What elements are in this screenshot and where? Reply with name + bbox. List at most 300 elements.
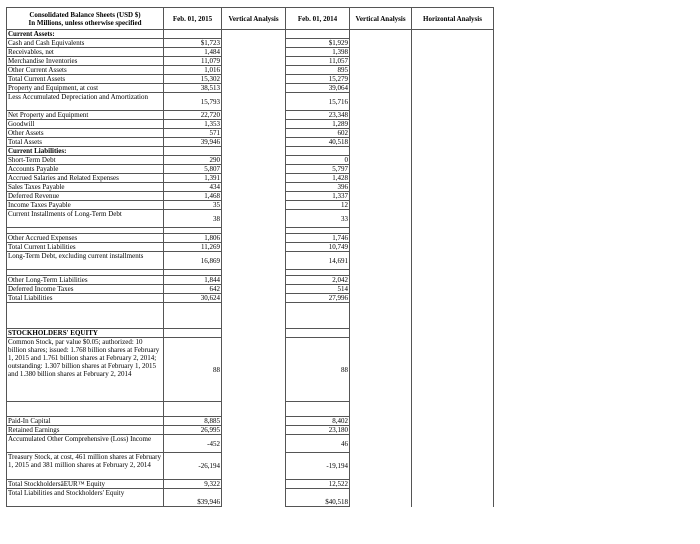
vertical-analysis-2014-cell: [350, 84, 412, 93]
vertical-analysis-2014-cell: [350, 111, 412, 120]
row-label: [7, 129, 164, 138]
value-2014: [286, 285, 350, 294]
vertical-analysis-2014-cell: [350, 402, 412, 417]
value-2014: [286, 129, 350, 138]
value-2015: [164, 276, 222, 285]
value-2014-text: 23,348: [328, 111, 348, 119]
value-2014: [286, 165, 350, 174]
row-label-text: Total Liabilities and Stockholders' Equity: [8, 489, 125, 497]
value-2014: [286, 210, 350, 228]
row-label-text: Current Liabilities:: [8, 147, 67, 155]
table-row: [7, 426, 494, 435]
row-label-text: Treasury Stock, at cost, 461 million shares at February 1, 2015 and 381 million shares at February 2, 2014: [8, 453, 161, 469]
vertical-analysis-2014-cell: [350, 75, 412, 84]
vertical-analysis-2014-cell: [350, 66, 412, 75]
horizontal-analysis-cell: [412, 294, 494, 303]
value-2014: [286, 57, 350, 66]
horizontal-analysis-cell: [412, 174, 494, 183]
horizontal-analysis-cell: [412, 129, 494, 138]
table-row: [7, 192, 494, 201]
table-row: [7, 402, 494, 417]
vertical-analysis-2015-cell: [222, 252, 286, 270]
value-2014-text: 514: [337, 285, 348, 293]
value-2014: [286, 417, 350, 426]
value-2015: [164, 174, 222, 183]
value-2015-text: 642: [209, 285, 220, 293]
table-row: [7, 276, 494, 285]
row-label-text: Accounts Payable: [8, 165, 59, 173]
vertical-analysis-2014-cell: [350, 129, 412, 138]
vertical-analysis-2014-cell: [350, 120, 412, 129]
table-row: [7, 480, 494, 489]
value-2015: [164, 417, 222, 426]
value-2014: [286, 75, 350, 84]
horizontal-analysis-cell: [412, 417, 494, 426]
table-row: [7, 183, 494, 192]
value-2014-text: 895: [337, 66, 348, 74]
value-2014: [286, 39, 350, 48]
horizontal-analysis-cell: [412, 243, 494, 252]
horizontal-analysis-cell: [412, 329, 494, 338]
horizontal-analysis-cell: [412, 426, 494, 435]
vertical-analysis-2014-cell: [350, 276, 412, 285]
value-2014-text: 1,289: [332, 120, 348, 128]
row-label: [7, 138, 164, 147]
row-label: [7, 57, 164, 66]
vertical-analysis-2014-cell: [350, 174, 412, 183]
value-2015: [164, 243, 222, 252]
value-2015: [164, 129, 222, 138]
value-2014: [286, 276, 350, 285]
row-label-text: Receivables, net: [8, 48, 54, 56]
row-label: [7, 201, 164, 210]
vertical-analysis-2015-cell: [222, 192, 286, 201]
value-2014-text: 10,749: [328, 243, 348, 251]
table-row: [7, 210, 494, 228]
horizontal-analysis-cell: [412, 276, 494, 285]
table-row: [7, 66, 494, 75]
horizontal-analysis-cell: [412, 75, 494, 84]
row-label: [7, 453, 164, 480]
vertical-analysis-2015-cell: [222, 75, 286, 84]
row-label-text: Other Accrued Expenses: [8, 234, 78, 242]
vertical-analysis-2015-cell: [222, 329, 286, 338]
value-2014-text: 1,746: [332, 234, 348, 242]
row-label-text: Common Stock, par value $0.05; authorized: 10 billion shares; issued: 1.768 billion shares at February 1, 2015 and 1.761 billion shares at February 2, 2014; outstanding: 1.307 billion shares at February 1, 2015 and 1.380 billion shares at February 2, 2014: [8, 338, 160, 378]
value-2015: [164, 66, 222, 75]
vertical-analysis-2015-cell: [222, 489, 286, 507]
value-2014: [286, 138, 350, 147]
value-2014: [286, 243, 350, 252]
row-label-text: Goodwill: [8, 120, 35, 128]
value-2014: [286, 201, 350, 210]
header-row: [7, 8, 494, 30]
row-label-text: Current Assets:: [8, 30, 55, 38]
value-2015: [164, 252, 222, 270]
row-label: [7, 417, 164, 426]
horizontal-analysis-cell: [412, 30, 494, 39]
row-label: [7, 294, 164, 303]
vertical-analysis-2014-cell: [350, 192, 412, 201]
vertical-analysis-2015-cell: [222, 210, 286, 228]
vertical-analysis-2014-cell: [350, 329, 412, 338]
row-label-text: Property and Equipment, at cost: [8, 84, 99, 92]
row-label-text: Current Installments of Long-Term Debt: [8, 210, 122, 218]
vertical-analysis-2014-cell: [350, 30, 412, 39]
value-2014-text: 27,996: [328, 294, 348, 302]
row-label: [7, 93, 164, 111]
value-2015: [164, 201, 222, 210]
value-2014-text: 8,402: [332, 417, 348, 425]
header-feb-2015: Feb. 01, 2015: [164, 8, 222, 30]
row-label: [7, 402, 164, 417]
table-row: [7, 120, 494, 129]
value-2014: [286, 120, 350, 129]
row-label-text: Sales Taxes Payable: [8, 183, 65, 191]
horizontal-analysis-cell: [412, 435, 494, 453]
value-2015-text: 11,269: [201, 243, 220, 251]
table-row: [7, 329, 494, 338]
row-label-text: Accumulated Other Comprehensive (Loss) Income: [8, 435, 152, 443]
value-2015-text: 26,995: [200, 426, 220, 434]
row-label-text: Paid-In Capital: [8, 417, 51, 425]
row-label-text: Other Long-Term Liabilities: [8, 276, 88, 284]
row-label: [7, 285, 164, 294]
value-2015: [164, 489, 222, 507]
value-2014: [286, 174, 350, 183]
horizontal-analysis-cell: [412, 402, 494, 417]
value-2014-text: 5,797: [332, 165, 348, 173]
value-2015: [164, 111, 222, 120]
table-row: [7, 294, 494, 303]
value-2014-text: 14,691: [328, 256, 348, 265]
vertical-analysis-2014-cell: [350, 338, 412, 402]
row-label-text: Retained Earnings: [8, 426, 60, 434]
value-2014: [286, 489, 350, 507]
horizontal-analysis-cell: [412, 303, 494, 329]
value-2015-text: 1,016: [204, 66, 220, 74]
value-2014: [286, 147, 350, 156]
value-2014-text: 46: [341, 439, 348, 448]
value-2015-text: 15,793: [200, 97, 220, 106]
value-2015: [164, 165, 222, 174]
vertical-analysis-2015-cell: [222, 480, 286, 489]
row-label: [7, 192, 164, 201]
value-2014: [286, 234, 350, 243]
row-label-text: Total StockholdersâEUR™ Equity: [8, 480, 105, 488]
table-row: [7, 285, 494, 294]
row-label: [7, 111, 164, 120]
value-2015-text: 11,079: [201, 57, 220, 65]
value-2014: [286, 30, 350, 39]
table-row: [7, 435, 494, 453]
value-2014: [286, 329, 350, 338]
value-2014-text: 12,522: [328, 480, 348, 488]
table-row: [7, 243, 494, 252]
vertical-analysis-2014-cell: [350, 489, 412, 507]
row-label: [7, 243, 164, 252]
value-2015: [164, 294, 222, 303]
header-vertical-analysis-2015: Vertical Analysis: [222, 8, 286, 30]
value-2015: [164, 329, 222, 338]
row-label: [7, 156, 164, 165]
value-2014-text: 12: [341, 201, 348, 209]
value-2015: [164, 84, 222, 93]
row-label: [7, 120, 164, 129]
horizontal-analysis-cell: [412, 252, 494, 270]
table-row: [7, 57, 494, 66]
value-2015: [164, 57, 222, 66]
vertical-analysis-2014-cell: [350, 156, 412, 165]
vertical-analysis-2014-cell: [350, 417, 412, 426]
value-2015: [164, 138, 222, 147]
value-2014: [286, 93, 350, 111]
value-2015-text: 15,302: [200, 75, 220, 83]
value-2015-text: 9,322: [204, 480, 220, 488]
vertical-analysis-2014-cell: [350, 57, 412, 66]
value-2014-text: 88: [341, 365, 348, 374]
value-2015-text: 8,885: [204, 417, 220, 425]
vertical-analysis-2015-cell: [222, 243, 286, 252]
value-2014-text: 1,428: [332, 174, 348, 182]
value-2015-text: 38: [213, 214, 220, 223]
table-row: [7, 30, 494, 39]
table-row: [7, 489, 494, 507]
row-label-text: Accrued Salaries and Related Expenses: [8, 174, 119, 182]
horizontal-analysis-cell: [412, 93, 494, 111]
vertical-analysis-2014-cell: [350, 303, 412, 329]
value-2015: [164, 234, 222, 243]
value-2015-text: -452: [207, 439, 220, 448]
vertical-analysis-2014-cell: [350, 480, 412, 489]
vertical-analysis-2014-cell: [350, 48, 412, 57]
value-2015: [164, 210, 222, 228]
table-row: [7, 165, 494, 174]
row-label: [7, 480, 164, 489]
value-2014-text: $1,929: [328, 39, 348, 47]
vertical-analysis-2015-cell: [222, 402, 286, 417]
table-row: [7, 156, 494, 165]
vertical-analysis-2014-cell: [350, 426, 412, 435]
horizontal-analysis-cell: [412, 285, 494, 294]
horizontal-analysis-cell: [412, 183, 494, 192]
value-2015-text: 30,624: [200, 294, 220, 302]
row-label: [7, 426, 164, 435]
value-2014-text: 15,279: [328, 75, 348, 83]
row-label-text: Short-Term Debt: [8, 156, 56, 164]
table-row: [7, 138, 494, 147]
row-label: [7, 252, 164, 270]
row-label-text: Merchandise Inventories: [8, 57, 78, 65]
vertical-analysis-2015-cell: [222, 39, 286, 48]
horizontal-analysis-cell: [412, 39, 494, 48]
vertical-analysis-2015-cell: [222, 84, 286, 93]
row-label: [7, 147, 164, 156]
value-2015-text: 1,353: [204, 120, 220, 128]
vertical-analysis-2015-cell: [222, 30, 286, 39]
value-2015: [164, 147, 222, 156]
vertical-analysis-2015-cell: [222, 294, 286, 303]
row-label-text: Other Assets: [8, 129, 44, 137]
vertical-analysis-2015-cell: [222, 57, 286, 66]
row-label: [7, 435, 164, 453]
value-2015: [164, 480, 222, 489]
vertical-analysis-2015-cell: [222, 156, 286, 165]
table-row: [7, 234, 494, 243]
table-row: [7, 111, 494, 120]
value-2014: [286, 111, 350, 120]
vertical-analysis-2015-cell: [222, 66, 286, 75]
horizontal-analysis-cell: [412, 201, 494, 210]
vertical-analysis-2014-cell: [350, 93, 412, 111]
header-vertical-analysis-2014: Vertical Analysis: [350, 8, 412, 30]
value-2015-text: 35: [213, 201, 220, 209]
value-2015-text: 571: [209, 129, 220, 137]
value-2015-text: 1,806: [204, 234, 220, 242]
horizontal-analysis-cell: [412, 489, 494, 507]
row-label-text: Long-Term Debt, excluding current installments: [8, 252, 144, 260]
value-2015-text: 1,484: [204, 48, 220, 56]
table-row: [7, 129, 494, 138]
vertical-analysis-2015-cell: [222, 129, 286, 138]
row-label: [7, 75, 164, 84]
value-2014-text: 15,716: [328, 97, 348, 106]
value-2015: [164, 453, 222, 480]
value-2014: [286, 303, 350, 329]
horizontal-analysis-cell: [412, 338, 494, 402]
table-title-line2: In Millions, unless otherwise specified: [28, 18, 142, 27]
row-label-text: Less Accumulated Depreciation and Amortization: [8, 93, 148, 101]
horizontal-analysis-cell: [412, 156, 494, 165]
value-2014-text: 396: [337, 183, 348, 191]
value-2015: [164, 48, 222, 57]
row-label-text: Total Current Assets: [8, 75, 66, 83]
value-2015: [164, 39, 222, 48]
horizontal-analysis-cell: [412, 210, 494, 228]
vertical-analysis-2015-cell: [222, 174, 286, 183]
value-2014: [286, 294, 350, 303]
vertical-analysis-2015-cell: [222, 285, 286, 294]
value-2015-text: 1,391: [204, 174, 220, 182]
value-2014: [286, 48, 350, 57]
table-row: [7, 93, 494, 111]
horizontal-analysis-cell: [412, 192, 494, 201]
value-2015: [164, 338, 222, 402]
table-row: [7, 338, 494, 402]
value-2014: [286, 252, 350, 270]
vertical-analysis-2015-cell: [222, 426, 286, 435]
table-row: [7, 201, 494, 210]
value-2014-text: 11,057: [329, 57, 348, 65]
table-row: [7, 84, 494, 93]
vertical-analysis-2014-cell: [350, 453, 412, 480]
vertical-analysis-2015-cell: [222, 201, 286, 210]
row-label: [7, 234, 164, 243]
row-label-text: Income Taxes Payable: [8, 201, 71, 209]
vertical-analysis-2014-cell: [350, 147, 412, 156]
value-2015: [164, 426, 222, 435]
table-row: [7, 147, 494, 156]
value-2014: [286, 156, 350, 165]
value-2014-text: $40,518: [325, 498, 348, 506]
value-2015-text: 1,844: [204, 276, 220, 284]
value-2015: [164, 183, 222, 192]
vertical-analysis-2015-cell: [222, 138, 286, 147]
value-2014-text: 602: [337, 129, 348, 137]
table-row: [7, 48, 494, 57]
table-row: [7, 417, 494, 426]
vertical-analysis-2014-cell: [350, 183, 412, 192]
row-label-text: Total Liabilities: [8, 294, 53, 302]
value-2014-text: 39,064: [328, 84, 348, 92]
row-label-text: Other Current Assets: [8, 66, 67, 74]
vertical-analysis-2014-cell: [350, 243, 412, 252]
value-2014-text: 2,042: [332, 276, 348, 284]
balance-sheet-table: [6, 7, 494, 507]
vertical-analysis-2014-cell: [350, 165, 412, 174]
horizontal-analysis-cell: [412, 165, 494, 174]
value-2015: [164, 192, 222, 201]
horizontal-analysis-cell: [412, 66, 494, 75]
vertical-analysis-2015-cell: [222, 120, 286, 129]
value-2015: [164, 156, 222, 165]
row-label: [7, 303, 164, 329]
row-label: [7, 165, 164, 174]
value-2014-text: 23,180: [328, 426, 348, 434]
horizontal-analysis-cell: [412, 48, 494, 57]
horizontal-analysis-cell: [412, 57, 494, 66]
horizontal-analysis-cell: [412, 111, 494, 120]
vertical-analysis-2015-cell: [222, 453, 286, 480]
vertical-analysis-2015-cell: [222, 338, 286, 402]
vertical-analysis-2014-cell: [350, 201, 412, 210]
row-label: [7, 329, 164, 338]
value-2014: [286, 84, 350, 93]
vertical-analysis-2015-cell: [222, 234, 286, 243]
row-label-text: STOCKHOLDERS' EQUITY: [8, 329, 98, 337]
row-label-text: Total Current Liabilities: [8, 243, 76, 251]
horizontal-analysis-cell: [412, 120, 494, 129]
header-feb-2014: Feb. 01, 2014: [286, 8, 350, 30]
row-label-text: Deferred Revenue: [8, 192, 60, 200]
row-label: [7, 30, 164, 39]
value-2014-text: 33: [341, 214, 348, 223]
value-2015: [164, 435, 222, 453]
row-label-text: Total Assets: [8, 138, 42, 146]
row-label: [7, 489, 164, 507]
value-2015-text: 16,869: [200, 256, 220, 265]
value-2015: [164, 30, 222, 39]
vertical-analysis-2015-cell: [222, 93, 286, 111]
value-2014: [286, 66, 350, 75]
vertical-analysis-2015-cell: [222, 165, 286, 174]
value-2014-text: 1,398: [332, 48, 348, 56]
row-label-text: Cash and Cash Equivalents: [8, 39, 85, 47]
vertical-analysis-2015-cell: [222, 417, 286, 426]
row-label: [7, 338, 164, 402]
value-2015-text: 434: [209, 183, 220, 191]
table-row: [7, 303, 494, 329]
table-title: [7, 8, 164, 30]
value-2014: [286, 426, 350, 435]
horizontal-analysis-cell: [412, 138, 494, 147]
value-2015: [164, 402, 222, 417]
row-label: [7, 66, 164, 75]
vertical-analysis-2014-cell: [350, 234, 412, 243]
vertical-analysis-2015-cell: [222, 303, 286, 329]
vertical-analysis-2015-cell: [222, 111, 286, 120]
value-2014-text: 1,337: [332, 192, 348, 200]
